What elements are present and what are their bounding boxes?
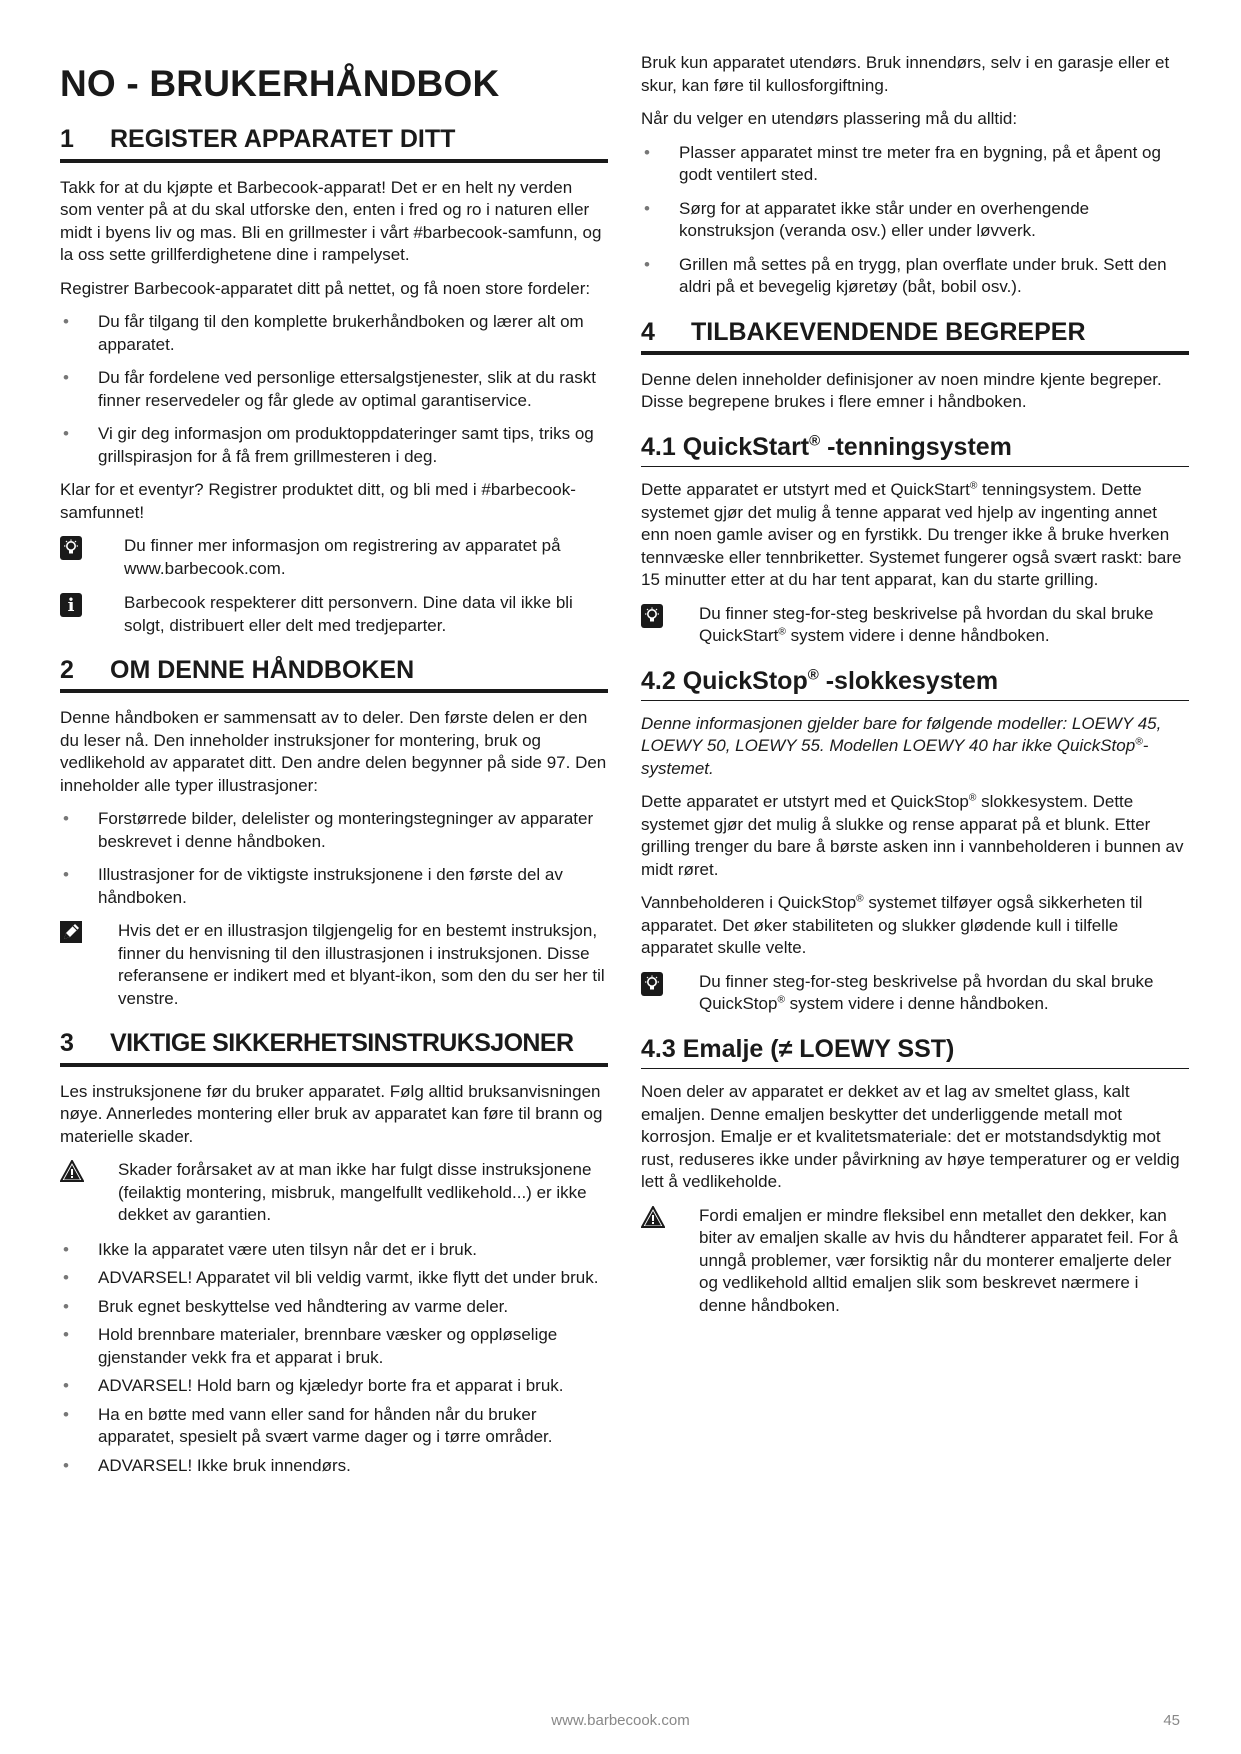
subsection-4-3-heading: 4.3 Emalje (≠ LOEWY SST) [641, 1034, 1189, 1069]
subsection-4-2-heading: 4.2 QuickStop® -slokkesystem [641, 666, 1189, 701]
pencil-note [60, 920, 608, 1010]
lightbulb-icon [641, 972, 663, 996]
footer-url: www.barbecook.com [551, 1712, 690, 1729]
list-item: • Hold brennbare materialer, brennbare væsker og oppløselige gjenstander vekk fra et apparat i bruk. [60, 1324, 608, 1369]
section-2-heading [60, 655, 608, 693]
paragraph: Takk for at du kjøpte et Barbecook-apparat! Det er en helt ny verden som venter på at du skal utforske den, enten i fred og ro i naturen eller midt i byens liv og mas. Bli en grillmester i vårt #barbecook-samfunn, og la oss sette grillferdighetene dine i rampelyset. [60, 177, 602, 265]
section-number: 3 [60, 1029, 74, 1058]
section-title: VIKTIGE SIKKERHETSINSTRUKSJONER [110, 1029, 574, 1058]
section-number: 4 [641, 317, 655, 346]
subsection-4-1-heading: 4.1 QuickStart® -tenningsystem [641, 432, 1189, 467]
lightbulb-icon [60, 536, 82, 560]
list-item: • ADVARSEL! Ikke bruk innendørs. [60, 1455, 608, 1478]
paragraph: Noen deler av apparatet er dekket av et lag av smeltet glass, kalt emaljen. Denne emaljen beskytter det underliggende metall mot korrosjon. Emalje er et kvalitetsmateriale: det er motstandsdyktig mot rust, reduseres ikke under påvirkning av høye temperaturer og er veldig lett å vedlikeholde. [641, 1082, 1180, 1191]
note-text: Hvis det er en illustrasjon tilgjengelig for en bestemt instruksjon, finner du henvisning til den illustrasjonen i instruksjonen. Disse referansene er indikert med et blyant-ikon, som den du ser her til venstre. [118, 921, 605, 1008]
paragraph: Denne delen inneholder definisjoner av noen mindre kjente begreper. Disse begrepene brukes i flere emner i håndboken. [641, 369, 1162, 412]
warning-icon [60, 1160, 82, 1184]
section-title: OM DENNE HÅNDBOKEN [110, 656, 415, 685]
list-item: • Du får fordelene ved personlige ettersalgstjenester, slik at du raskt finner reservedeler og får glede av optimal garantiservice. [60, 367, 608, 412]
list-item: • Vi gir deg informasjon om produktoppdateringer samt tips, triks og grillspirasjon for å få frem grillmesteren i deg. [60, 423, 608, 468]
warning-note [60, 1159, 608, 1227]
paragraph: Bruk kun apparatet utendørs. Bruk innendørs, selv i en garasje eller et skur, kan føre til kullosforgiftning. [641, 53, 1170, 95]
list-item: • Ha en bøtte med vann eller sand for hånden når du bruker apparatet, spesielt på svært varme dager og i tørre områder. [60, 1404, 608, 1449]
note-text: Skader forårsaket av at man ikke har fulgt disse instruksjonene (feilaktig montering, misbruk, mangelfullt vedlikehold...) er ikke dekket av garantien. [118, 1160, 592, 1225]
model-note: Denne informasjonen gjelder bare for følgende modeller: LOEWY 45, LOEWY 50, LOEWY 55. Modellen LOEWY 40 har ikke QuickStop®-systemet. [641, 713, 1162, 778]
page-number: 45 [1163, 1712, 1180, 1729]
page-title: NO - BRUKERHÅNDBOK [60, 63, 500, 104]
section-4-heading [641, 317, 1189, 355]
section-number: 1 [60, 125, 74, 154]
right-column [641, 52, 1189, 1329]
list-item: • ADVARSEL! Apparatet vil bli veldig varmt, ikke flytt det under bruk. [60, 1267, 608, 1290]
paragraph: Les instruksjonene før du bruker apparatet. Følg alltid bruksanvisningen nøye. Annerledes montering eller bruk av apparatet kan føre til brann og materielle skader. [60, 1081, 603, 1146]
paragraph: Denne håndboken er sammensatt av to deler. Den første delen er den du leser nå. Den inneholder instruksjoner for montering, bruk og vedlikehold av apparatet ditt. Den andre delen begynner på side 97. Den inneholder alle typer illustrasjoner: [60, 708, 607, 795]
paragraph: Når du velger en utendørs plassering må du alltid: [641, 109, 1018, 128]
list-item: • Plasser apparatet minst tre meter fra en bygning, på et åpent og godt ventilert sted. [641, 142, 1189, 187]
lightbulb-icon [641, 604, 663, 628]
paragraph: Vannbeholderen i QuickStop® systemet tilføyer også sikkerheten til apparatet. Det øker stabiliteten og slukker glødende kull i tilfelle apparatet skulle velte. [641, 893, 1143, 958]
paragraph: Registrer Barbecook-apparatet ditt på nettet, og få noen store fordeler: [60, 278, 591, 298]
section-number: 2 [60, 656, 74, 685]
bullet-list [60, 808, 608, 909]
list-item: • Ikke la apparatet være uten tilsyn når det er i bruk. [60, 1239, 608, 1262]
paragraph: Dette apparatet er utstyrt med et QuickStart® tenningsystem. Dette systemet gjør det mulig å tenne apparat ved hjelp av ingenting annet enn noen gamle aviser og en fyrstikk. Du trenger ikke å bruke hverken tennvæske eller tennbriketter. Systemet fungerer også svært raskt: bare 15 minutter etter at du har tent apparat, kan du starte grilling. [641, 480, 1182, 589]
tip-note [60, 535, 608, 580]
list-item: • ADVARSEL! Hold barn og kjæledyr borte fra et apparat i bruk. [60, 1375, 608, 1398]
note-text: Du finner steg-for-steg beskrivelse på hvordan du skal bruke QuickStart® system videre i denne håndboken. [699, 603, 1154, 645]
list-item: • Forstørrede bilder, delelister og monteringstegninger av apparater beskrevet i denne håndboken. [60, 808, 608, 853]
paragraph: Klar for et eventyr? Registrer produktet ditt, og bli med i #barbecook-samfunnet! [60, 480, 576, 522]
note-text: Du finner steg-for-steg beskrivelse på hvordan du skal bruke QuickStop® system videre i denne håndboken. [699, 971, 1154, 1014]
warning-note [641, 1205, 1189, 1318]
list-item: • Grillen må settes på en trygg, plan overflate under bruk. Sett den aldri på et bevegelig kjøretøy (båt, bobil osv.). [641, 254, 1189, 299]
section-3-heading [60, 1028, 608, 1066]
section-1-heading [60, 124, 608, 162]
paragraph: Dette apparatet er utstyrt med et QuickStop® slokkesystem. Dette systemet gjør det mulig å slukke og rense apparat på et blunk. Etter grilling trenger du bare å børste asken inn i vannbeholderen i bunnen av midt røret. [641, 792, 1184, 879]
list-item: • Illustrasjoner for de viktigste instruksjonene i den første del av håndboken. [60, 864, 608, 909]
tip-note [641, 971, 1189, 1016]
left-column [60, 52, 608, 1488]
list-item: • Du får tilgang til den komplette brukerhåndboken og lærer alt om apparatet. [60, 311, 608, 356]
section-title: TILBAKEVENDENDE BEGREPER [691, 317, 1086, 346]
pencil-icon [60, 921, 82, 945]
bullet-list [641, 142, 1189, 299]
warning-icon [641, 1206, 663, 1230]
info-note [60, 592, 608, 637]
bullet-list [60, 311, 608, 468]
info-icon: i [60, 593, 82, 617]
section-title: REGISTER APPARATET DITT [110, 125, 456, 154]
tip-note [641, 603, 1189, 648]
note-text: Fordi emaljen er mindre fleksibel enn metallet den dekker, kan biter av emaljen skalle av hvis du håndterer apparatet feil. For å unngå problemer, vær forsiktig når du monterer emaljerte deler og vedlikehold alltid emaljen slik som beskrevet nærmere i denne håndboken. [699, 1205, 1179, 1315]
list-item: • Sørg for at apparatet ikke står under en overhengende konstruksjon (veranda osv.) eller under løvverk. [641, 198, 1189, 243]
note-text: Barbecook respekterer ditt personvern. Dine data vil ikke bli solgt, distribuert eller delt med tredjeparter. [124, 593, 573, 635]
list-item: • Bruk egnet beskyttelse ved håndtering av varme deler. [60, 1296, 608, 1319]
bullet-list [60, 1239, 608, 1478]
note-text: Du finner mer informasjon om registrering av apparatet på www.barbecook.com. [124, 536, 561, 578]
